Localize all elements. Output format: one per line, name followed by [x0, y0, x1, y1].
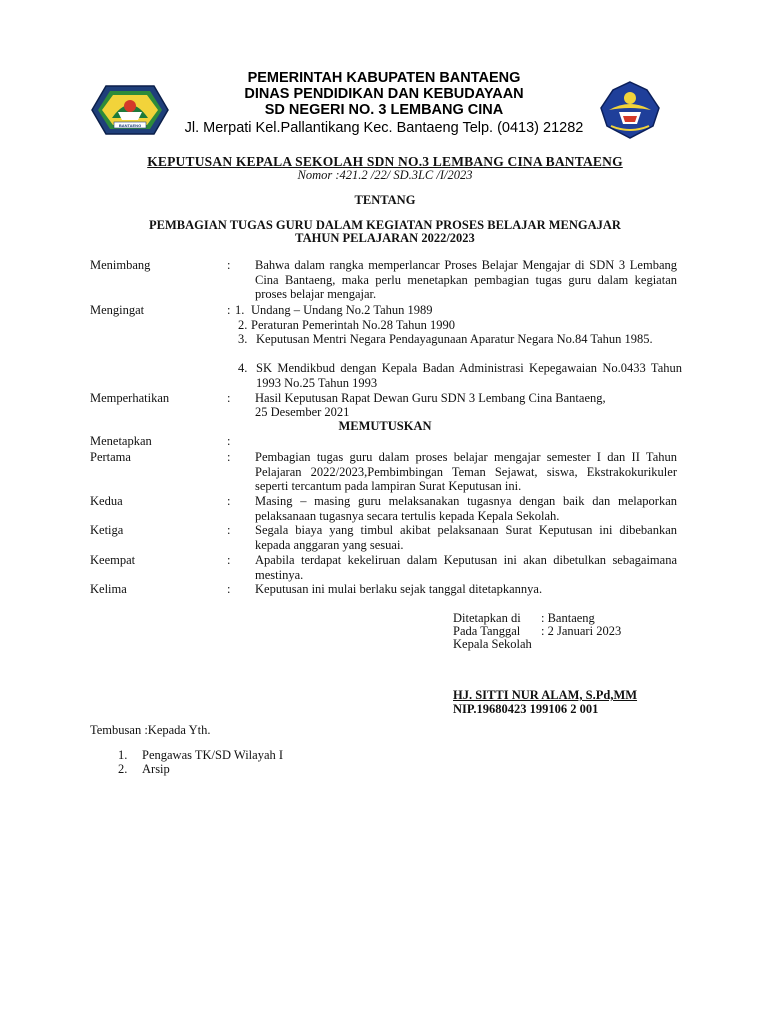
bantaeng-regency-logo	[88, 82, 172, 138]
mengingat-item-number: 3.	[238, 332, 248, 346]
tembusan-item-text: Pengawas TK/SD Wilayah I	[142, 748, 284, 762]
colon: :	[227, 303, 231, 317]
mengingat-item-number: 4.	[238, 361, 248, 375]
mengingat-item-number: 1.	[235, 303, 245, 317]
letterhead-address: Jl. Merpati Kel.Pallantikang Kec. Bantaeng Telp. (0413) 21282	[184, 120, 584, 136]
colon: :	[227, 434, 231, 448]
tembusan-item-number: 1.	[118, 748, 128, 762]
colon: :	[227, 450, 231, 464]
decree-subject-line2: TAHUN PELAJARAN 2022/2023	[295, 231, 475, 245]
signature-place-label: Ditetapkan di	[453, 611, 521, 625]
decision-label: Kedua	[90, 494, 123, 508]
signatory-name: HJ. SITTI NUR ALAM, S.Pd,MM	[453, 688, 638, 702]
colon: :	[227, 582, 231, 596]
letterhead-government: PEMERINTAH KABUPATEN BANTAENG	[247, 70, 521, 86]
decree-title: KEPUTUSAN KEPALA SEKOLAH SDN NO.3 LEMBANG CINA BANTAENG	[147, 154, 623, 169]
decision-text: Keputusan ini mulai berlaku sejak tanggal ditetapkannya.	[255, 582, 543, 596]
mengingat-item-text: SK Mendikbud dengan Kepala Badan Administrasi Kepegawaian No.0433 Tahun 1993 No.25 Tahun 1993	[256, 361, 682, 390]
decision-label: Kelima	[90, 582, 127, 596]
letterhead	[170, 70, 598, 137]
menetapkan-label: Menetapkan	[90, 434, 152, 448]
colon: :	[227, 523, 231, 537]
logo-left-text: BANTAENG	[118, 123, 142, 128]
mengingat-item-text: Peraturan Pemerintah No.28 Tahun 1990	[251, 318, 456, 332]
memperhatikan-label: Memperhatikan	[90, 391, 170, 405]
memutuskan-heading: MEMUTUSKAN	[338, 419, 432, 433]
menimbang-label: Menimbang	[90, 258, 151, 272]
decision-text: Masing – masing guru melaksanakan tugasnya dengan baik dan melaporkan pelaksanaan tugasnya secara tertulis kepada Kepala Sekolah.	[255, 494, 677, 523]
tut-wuri-handayani-logo	[597, 80, 663, 140]
decree-number: Nomor :421.2 /22/ SD.3LC /I/2023	[297, 168, 473, 182]
decision-text: Segala biaya yang timbul akibat pelaksanaan Surat Keputusan ini dibebankan kepada anggaran yang sesuai.	[255, 523, 677, 552]
mengingat-item-text: Keputusan Mentri Negara Pendayagunaan Aparatur Negara No.84 Tahun 1985.	[256, 332, 653, 346]
mengingat-item-text: Undang – Undang No.2 Tahun 1989	[251, 303, 433, 317]
colon: :	[227, 391, 231, 405]
signature-date-label: Pada Tanggal	[453, 624, 521, 638]
mengingat-item-number: 2.	[238, 318, 248, 332]
tembusan-item-number: 2.	[118, 762, 128, 776]
mengingat-label: Mengingat	[90, 303, 145, 317]
decision-text: Apabila terdapat kekeliruan dalam Keputusan ini akan dibetulkan sebagaimana mestinya.	[255, 553, 677, 582]
tembusan-heading: Tembusan :Kepada Yth.	[90, 723, 211, 737]
decree-subject-line1: PEMBAGIAN TUGAS GURU DALAM KEGIATAN PROSES BELAJAR MENGAJAR	[149, 218, 621, 232]
decision-label: Keempat	[90, 553, 136, 567]
signature-place-value: : Bantaeng	[541, 611, 595, 625]
letterhead-department: DINAS PENDIDIKAN DAN KEBUDAYAAN	[244, 86, 524, 102]
decision-label: Ketiga	[90, 523, 124, 537]
signatory-nip: NIP.19680423 199106 2 001	[453, 702, 599, 716]
signature-date-value: : 2 Januari 2023	[541, 624, 622, 638]
signature-role: Kepala Sekolah	[453, 637, 532, 651]
colon: :	[227, 494, 231, 508]
decision-label: Pertama	[90, 450, 131, 464]
menimbang-text: Bahwa dalam rangka memperlancar Proses Belajar Mengajar di SDN 3 Lembang Cina Bantaeng, maka perlu menetapkan pembagian tugas guru dalam kegiatan proses belajar mengajar.	[255, 258, 677, 302]
colon: :	[227, 553, 231, 567]
decree-subject	[90, 219, 680, 245]
memperhatikan-line1: Hasil Keputusan Rapat Dewan Guru SDN 3 Lembang Cina Bantaeng,	[255, 391, 606, 405]
tembusan-item-text: Arsip	[142, 762, 170, 776]
letterhead-school: SD NEGERI NO. 3 LEMBANG CINA	[264, 102, 504, 118]
colon: :	[227, 258, 231, 272]
memperhatikan-line2: 25 Desember 2021	[255, 405, 350, 419]
tentang-heading: TENTANG	[354, 193, 416, 207]
decision-text: Pembagian tugas guru dalam proses belajar mengajar semester I dan II Tahun Pelajaran 2022/2023,Pembimbingan Teman Sejawat, siswa, Ekstrakokurikuler seperti tercantum pada lampiran Surat Keputusan ini.	[255, 450, 677, 494]
